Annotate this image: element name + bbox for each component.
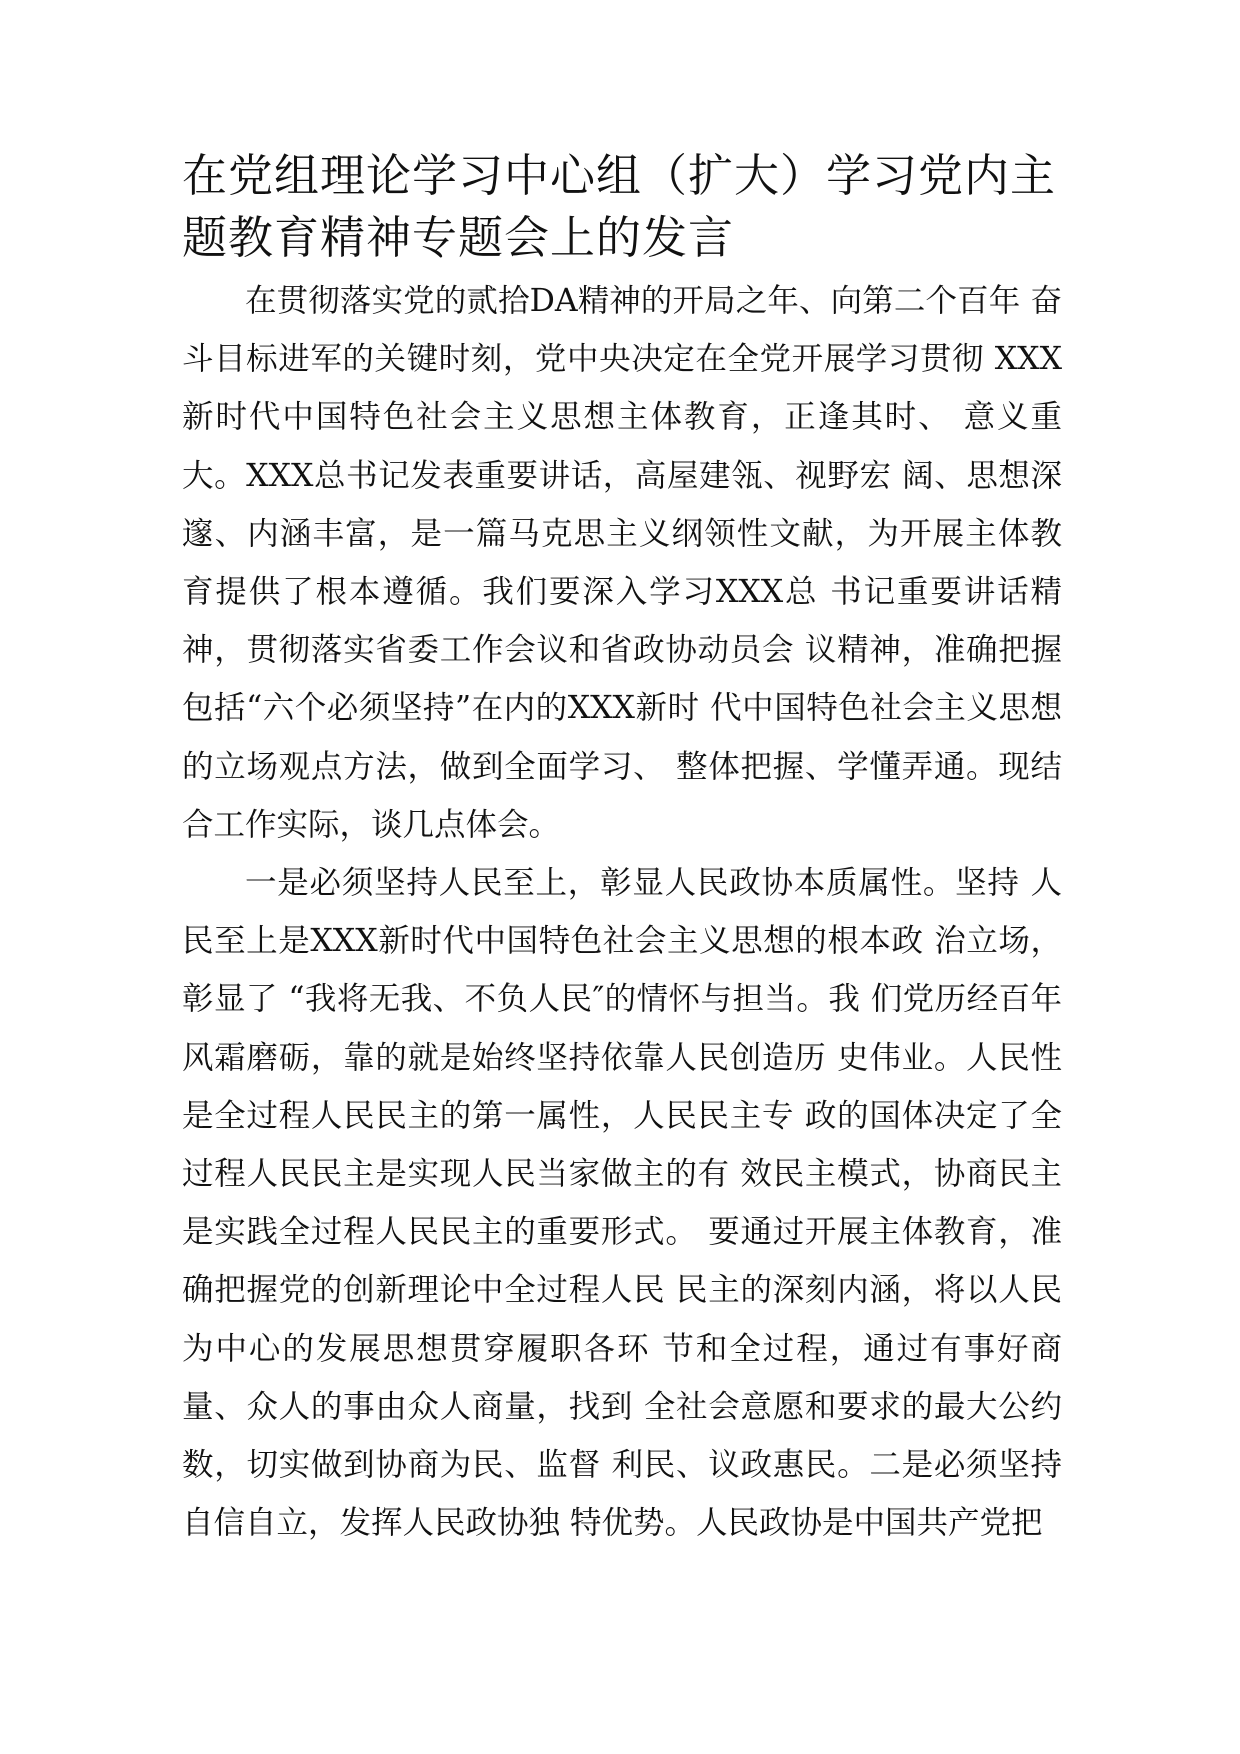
document-body (182, 272, 1062, 1552)
paragraph-point-one: 一是必须坚持人民至上，彰显人民政协本质属性。坚持 人民至上是XXX新时代中国特色社会主义思想的根本政 治立场，彰显了 “我将无我、不负人民″的情怀与担当。我 们党历经百年风霜磨砺，靠的就是始终坚持依靠人民创造历 史伟业。人民性是全过程人民民主的第一属性，人民民主专 政的国体决定了全过程人民民主是实现人民当家做主的有 效民主模式，协商民主是实践全过程人民民主的重要形式。 要通过开展主体教育，准确把握党的创新理论中全过程人民 民主的深刻内涵，将以人民为中心的发展思想贯穿履职各环 节和全过程，通过有事好商量、众人的事由众人商量，找到 全社会意愿和要求的最大公约数，切实做到协商为民、监督 利民、议政惠民。二是必须坚持自信自立，发挥人民政协独 特优势。人民政协是中国共产党把 (182, 865, 1062, 1542)
paragraph-intro: 在贯彻落实党的贰拾DA精神的开局之年、向第二个百年 奋斗目标进军的关键时刻，党中央决定在全党开展学习贯彻 XXX新时代中国特色社会主义思想主体教育，正逢其时、 意义重大。XXX总书记发表重要讲话，高屋建瓴、视野宏 阔、思想深邃、内涵丰富，是一篇马克思主义纲领性文献，为开展主体教育提供了根本遵循。我们要深入学习XXX总 书记重要讲话精神，贯彻落实省委工作会议和省政协动员会 议精神，准确把握包括“六个必须坚持”在内的XXX新时 代中国特色社会主义思想的立场观点方法，做到全面学习、 整体把握、学懂弄通。现结合工作实际，谈几点体会。 (182, 283, 1062, 843)
document-title: 在党组理论学习中心组（扩大）学习党内主题教育精神专题会上的发言 (182, 149, 1057, 264)
